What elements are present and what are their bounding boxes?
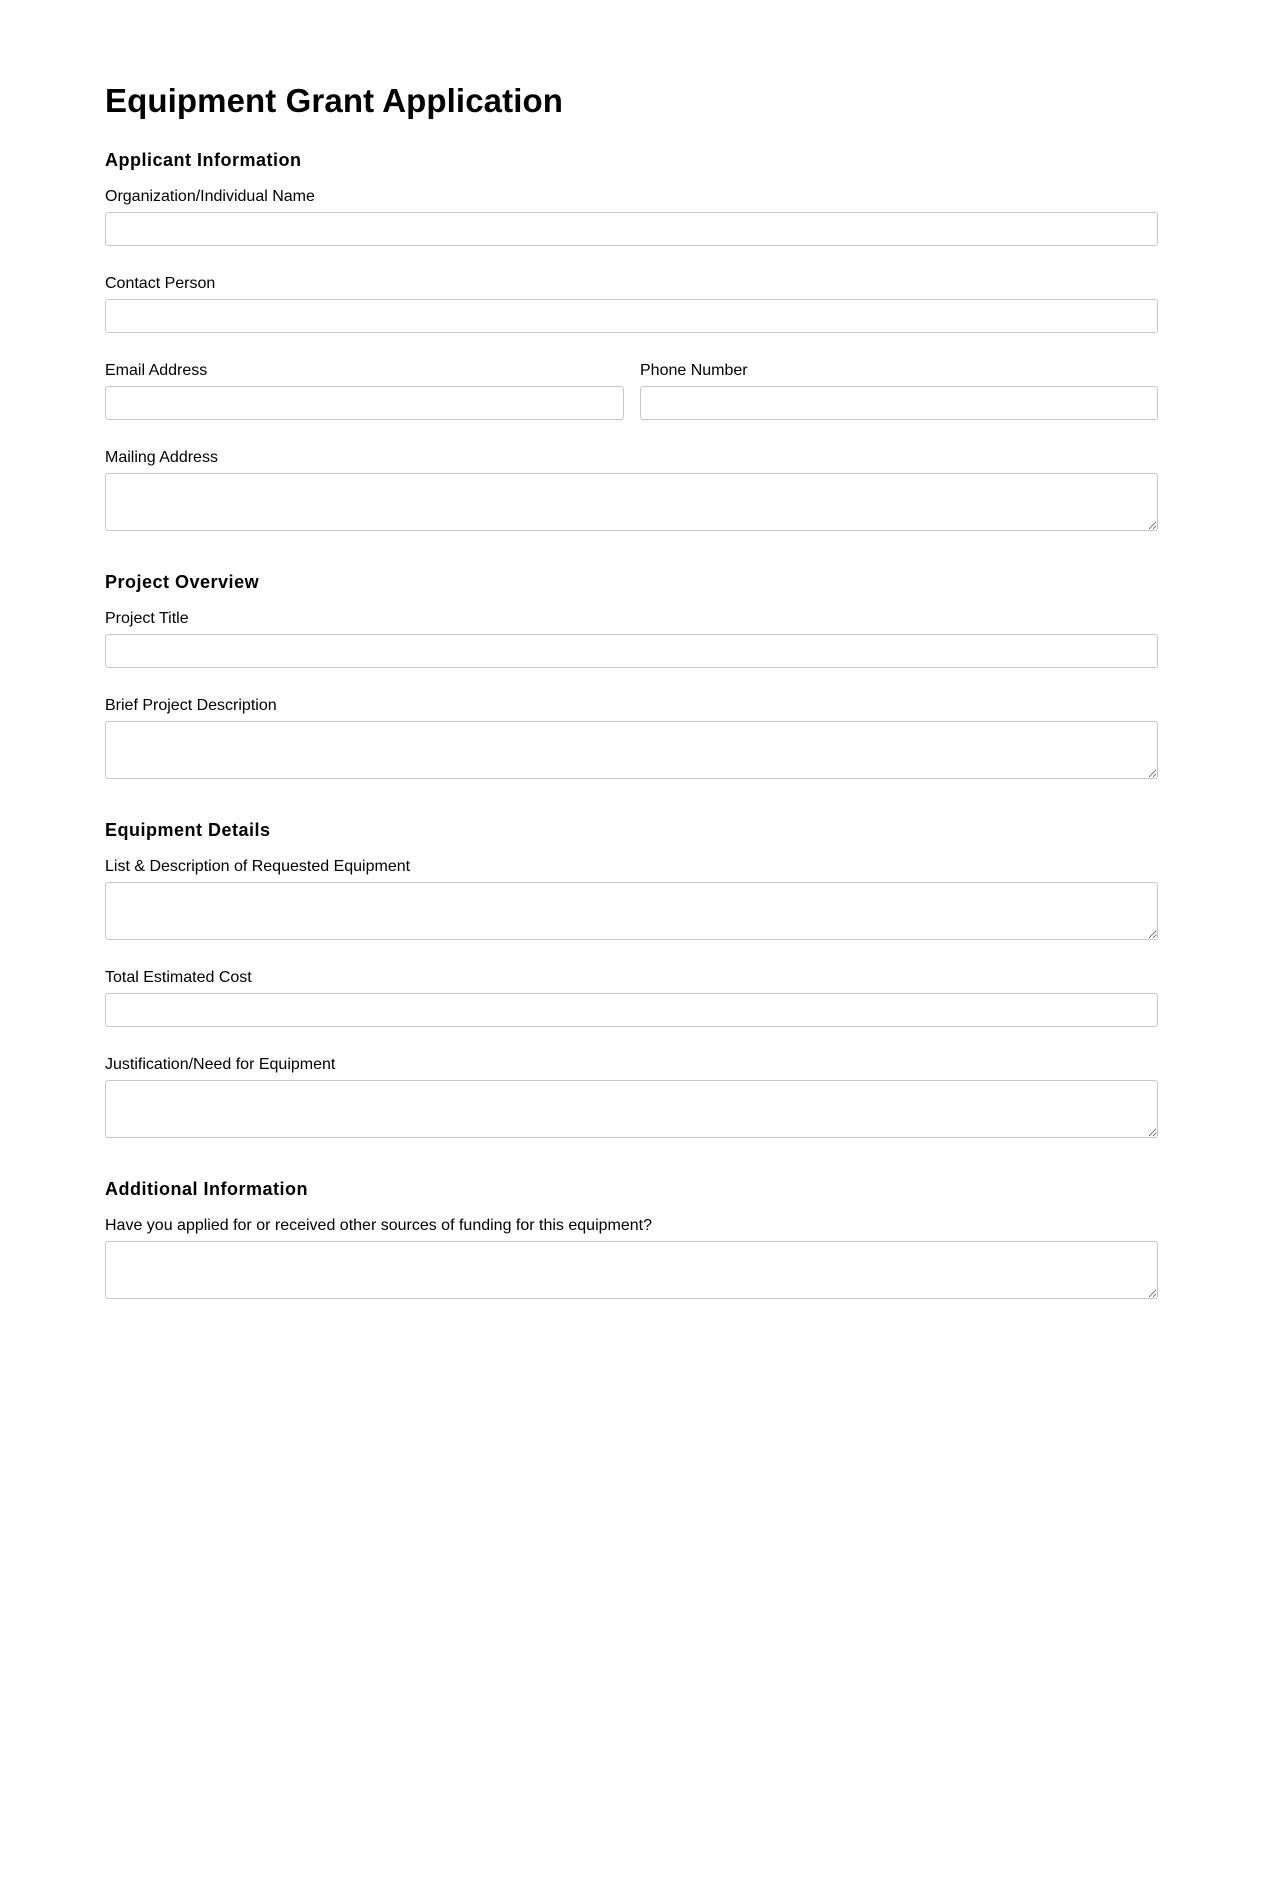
section-title-equipment-details: Equipment Details [105, 820, 271, 840]
email-label: Email Address [105, 362, 208, 379]
org-name-input[interactable] [105, 212, 1158, 246]
justification-textarea[interactable] [105, 1080, 1158, 1138]
mailing-address-textarea[interactable] [105, 473, 1158, 531]
total-cost-input[interactable] [105, 993, 1158, 1027]
project-title-input[interactable] [105, 634, 1158, 668]
mailing-address-label: Mailing Address [105, 449, 218, 466]
email-input[interactable] [105, 386, 624, 420]
phone-label: Phone Number [640, 362, 748, 379]
project-description-label: Brief Project Description [105, 697, 277, 714]
total-cost-label: Total Estimated Cost [105, 969, 252, 986]
project-description-textarea[interactable] [105, 721, 1158, 779]
project-title-label: Project Title [105, 610, 189, 627]
other-funding-textarea[interactable] [105, 1241, 1158, 1299]
section-title-project-overview: Project Overview [105, 572, 260, 592]
section-title-applicant-information: Applicant Information [105, 150, 302, 170]
other-funding-label: Have you applied for or received other sources of funding for this equipment? [105, 1217, 652, 1234]
section-title-additional-information: Additional Information [105, 1179, 308, 1199]
phone-input[interactable] [640, 386, 1158, 420]
contact-person-label: Contact Person [105, 275, 216, 292]
justification-label: Justification/Need for Equipment [105, 1056, 336, 1073]
contact-person-input[interactable] [105, 299, 1158, 333]
form-title: Equipment Grant Application [105, 82, 563, 119]
equipment-list-textarea[interactable] [105, 882, 1158, 940]
equipment-list-label: List & Description of Requested Equipment [105, 858, 411, 875]
org-name-label: Organization/Individual Name [105, 188, 315, 205]
